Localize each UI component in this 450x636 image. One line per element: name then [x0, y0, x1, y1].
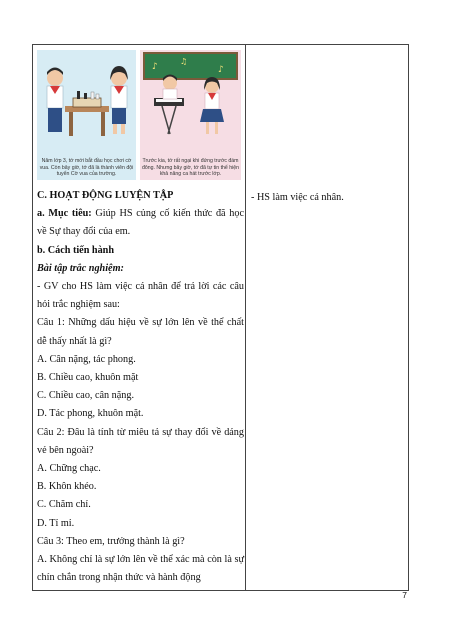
question-1-option-c: C. Chiều cao, cân nặng. [37, 390, 135, 402]
objective-text: Giúp HS củng cố kiến thức đã học về Sự thay đổi của em. [37, 208, 244, 238]
svg-text:♫: ♫ [180, 57, 188, 66]
svg-text:♪: ♪ [152, 62, 158, 72]
section-heading: C. HOẠT ĐỘNG LUYỆN TẬP [37, 190, 174, 201]
singing-caption: Trước kia, tớ rất ngại khi đứng trước đám đông. Nhưng bây giờ, tớ đã tự tin thể hiện khả năng ca hát trước lớp. [141, 158, 240, 178]
question-2-option-d: D. Tỉ mỉ. [37, 517, 75, 529]
question-3-option-a: A. Không chỉ là sự lớn lên về thể xác mà còn là sự chín chắn trong nhận thức và hành động [37, 554, 244, 584]
objective-label: a. Mục tiêu: [37, 208, 92, 220]
question-1-option-d: D. Tác phong, khuôn mặt. [37, 408, 144, 420]
question-2-option-c: C. Chăm chỉ. [37, 499, 91, 511]
objective-paragraph [37, 205, 244, 241]
chess-caption: Năm lớp 3, tớ mới bắt đầu học chơi cờ vua. Còn bây giờ, tớ đã là thành viên đội tuyển Cờ vua của trường. [39, 158, 134, 178]
instruction-paragraph: - GV cho HS làm việc cá nhân để trả lời các câu hỏi trắc nghiệm sau: [37, 281, 244, 311]
question-3: Câu 3: Theo em, trưởng thành là gì? [37, 535, 185, 547]
chess-illustration [37, 50, 136, 180]
singing-class-image [140, 50, 241, 142]
lesson-table [32, 44, 409, 591]
teacher-activity-column [33, 45, 245, 590]
question-1-option-b: B. Chiều cao, khuôn mặt [37, 372, 139, 384]
question-1-option-a: A. Cân nặng, tác phong. [37, 353, 136, 365]
svg-text:♪: ♪ [218, 65, 224, 75]
question-2: Câu 2: Đâu là tính từ miêu tả sự thay đổi về dáng vẻ bên ngoài? [37, 426, 244, 456]
teacher-activity-text [37, 187, 244, 587]
exercise-heading: Bài tập trắc nghiệm: [37, 262, 124, 274]
question-2-option-a: A. Chững chạc. [37, 463, 101, 475]
student-activity-text: - HS làm việc cá nhân. [251, 192, 344, 203]
question-2-option-b: B. Khôn khéo. [37, 481, 97, 493]
question-1: Câu 1: Những dấu hiệu về sự lớn lên về thể chất dễ thấy nhất là gì? [37, 317, 244, 347]
chess-players-image [37, 50, 136, 142]
singing-illustration [140, 50, 241, 180]
student-activity-column [246, 45, 408, 590]
method-heading: b. Cách tiến hành [37, 244, 114, 256]
page-number: 7 [402, 590, 407, 600]
